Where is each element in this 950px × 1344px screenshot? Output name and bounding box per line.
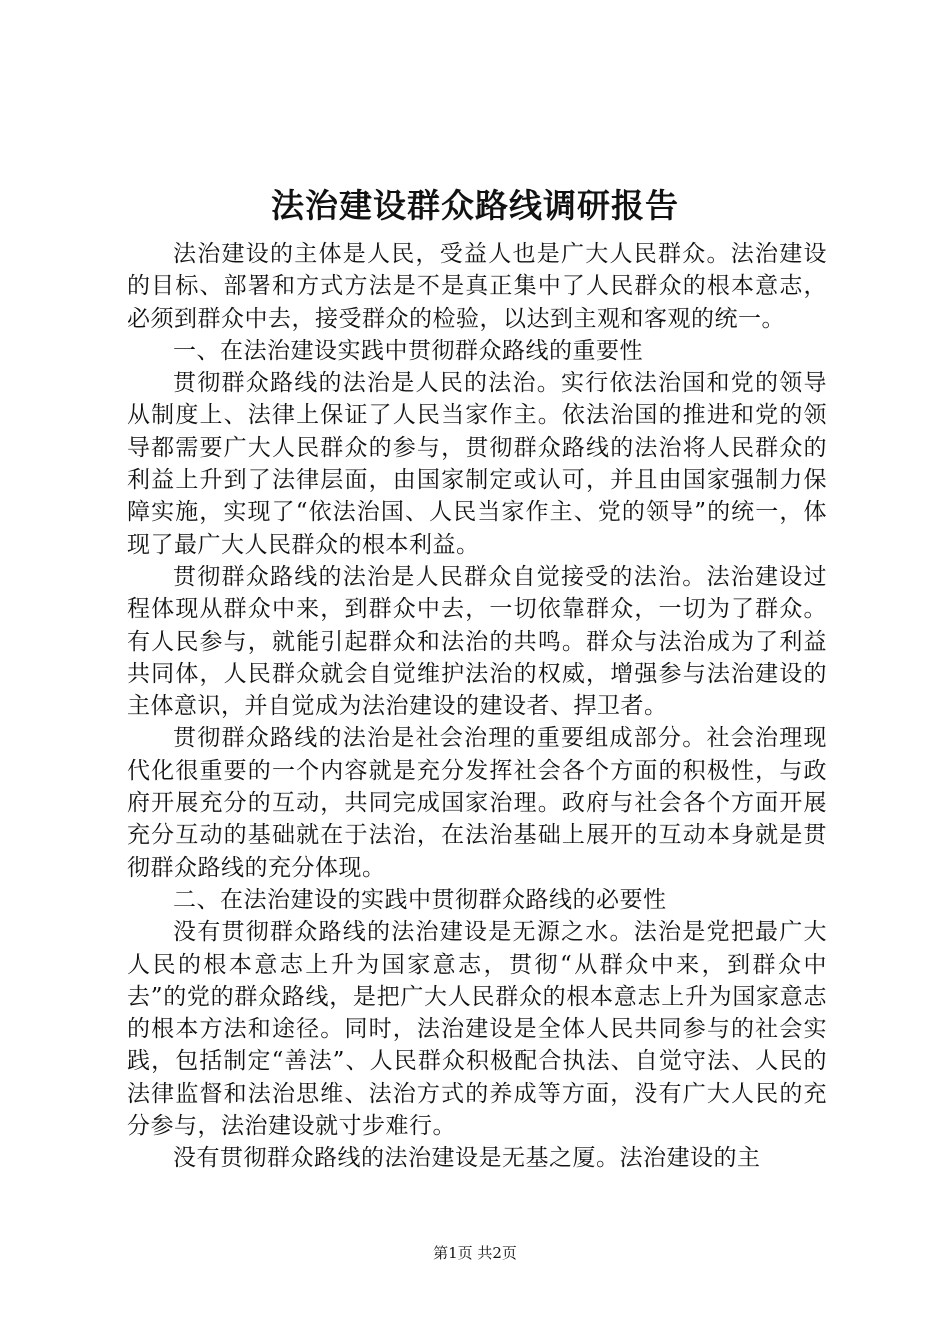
page-indicator: 第1页 共2页: [433, 1244, 517, 1262]
document-title: 法治建设群众路线调研报告: [271, 186, 679, 225]
section-heading-2: 二、在法治建设的实践中贯彻群众路线的必要性: [173, 886, 667, 913]
paragraph-5: 没有贯彻群众路线的法治建设是无基之厦。法治建设的主: [173, 1145, 761, 1172]
section-heading-1: 一、在法治建设实践中贯彻群众路线的重要性: [173, 337, 643, 364]
paragraph-intro: 法治建设的主体是人民，受益人也是广大人民群众。法治建设的目标、部署和方式方法是不是真正集中了人民群众的根本意志，必须到群众中去，接受群众的检验，以达到主观和客观的统一。: [127, 241, 827, 332]
paragraph-3: 贯彻群众路线的法治是社会治理的重要组成部分。社会治理现代化很重要的一个内容就是充分发挥社会各个方面的积极性，与政府开展充分的互动，共同完成国家治理。政府与社会各个方面开展充分互动的基础就在于法治，在法治基础上展开的互动本身就是贯彻群众路线的充分体现。: [127, 725, 827, 881]
paragraph-2: 贯彻群众路线的法治是人民群众自觉接受的法治。法治建设过程体现从群众中来，到群众中去，一切依靠群众，一切为了群众。有人民参与，就能引起群众和法治的共鸣。群众与法治成为了利益共同体，人民群众就会自觉维护法治的权威，增强参与法治建设的主体意识，并自觉成为法治建设的建设者、捍卫者。: [127, 563, 827, 720]
paragraph-1: 贯彻群众路线的法治是人民的法治。实行依法治国和党的领导从制度上、法律上保证了人民当家作主。依法治国的推进和党的领导都需要广大人民群众的参与，贯彻群众路线的法治将人民群众的利益上升到了法律层面，由国家制定或认可，并且由国家强制力保障实施，实现了“依法治国、人民当家作主、党的领导”的统一，体现了最广大人民群众的根本利益。: [127, 370, 827, 558]
paragraph-4: 没有贯彻群众路线的法治建设是无源之水。法治是党把最广大人民的根本意志上升为国家意志，贯彻“从群众中来，到群众中去”的党的群众路线，是把广大人民群众的根本意志上升为国家意志的根本方法和途径。同时，法治建设是全体人民共同参与的社会实践，包括制定“善法”、人民群众积极配合执法、自觉守法、人民的法律监督和法治思维、法治方式的养成等方面，没有广大人民的充分参与，法治建设就寸步难行。: [127, 919, 827, 1140]
document-body: [127, 238, 827, 1175]
